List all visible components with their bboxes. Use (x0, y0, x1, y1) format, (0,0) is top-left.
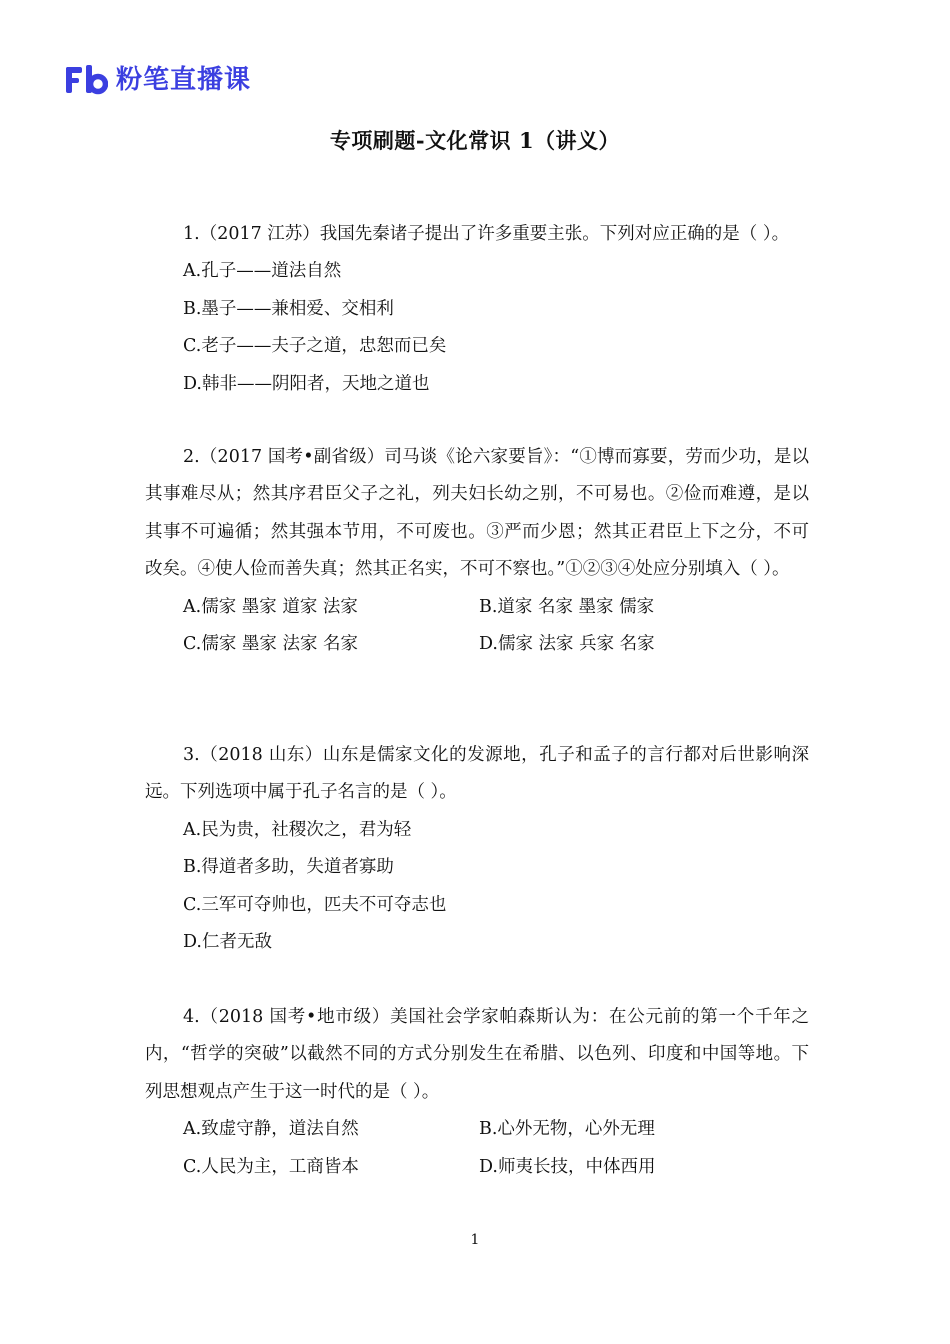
option-d: D.师夷长技，中体西用 (479, 1156, 656, 1177)
option-a: A.致虚守静，道法自然 (183, 1119, 359, 1140)
question-stem: 3.（2018 山东）山东是儒家文化的发源地，孔子和孟子的言行都对后世影响深远。下列选项中属于孔子名言的是（ ）。 (145, 745, 809, 803)
question-stem: 2.（2017 国考•副省级）司马谈《论六家要旨》：“①博而寡要，劳而少功，是以其事难尽从；然其序君臣父子之礼，列夫妇长幼之别，不可易也。②俭而难遵，是以其事不可遍循；然其强本节用，不可废也。③严而少恩；然其正君臣上下之分，不可改矣。④使人俭而善失真；然其正名实，不可不察也。”①②③④处应分别填入（ ）。 (145, 447, 809, 580)
question-2 (145, 439, 809, 663)
page-number: 1 (470, 1232, 480, 1248)
question-4 (145, 999, 809, 1186)
option-c: C.老子——夫子之道，忠恕而已矣 (183, 336, 447, 357)
option-row (145, 626, 809, 663)
option-d: D.儒家 法家 兵家 名家 (479, 634, 655, 655)
option-row (145, 1149, 809, 1186)
question-3 (145, 737, 809, 961)
question-1 (145, 216, 809, 403)
option-a: A.儒家 墨家 道家 法家 (183, 596, 358, 617)
option-d: D.韩非——阴阳者，天地之道也 (183, 373, 430, 394)
option-b: B.道家 名家 墨家 儒家 (479, 596, 655, 617)
fenbi-logo-icon (66, 65, 108, 95)
option-c: C.人民为主，工商皆本 (183, 1156, 359, 1177)
brand-logo (66, 60, 251, 100)
question-stem: 1.（2017 江苏）我国先秦诸子提出了许多重要主张。下列对应正确的是（ ）。 (183, 224, 790, 244)
option-a: A.民为贵，社稷次之，君为轻 (183, 819, 412, 840)
question-stem: 4.（2018 国考•地市级）美国社会学家帕森斯认为：在公元前的第一个千年之内，“哲学的突破”以截然不同的方式分别发生在希腊、以色列、印度和中国等地。下列思想观点产生于这一时代的是（ ）。 (145, 1007, 809, 1102)
option-a: A.孔子——道法自然 (183, 261, 342, 282)
option-d: D.仁者无敌 (183, 931, 272, 952)
option-row (145, 589, 809, 626)
logo-text: 粉笔直播课 (116, 65, 252, 95)
option-b: B.得道者多助，失道者寡助 (183, 857, 394, 878)
option-c: C.三军可夺帅也，匹夫不可夺志也 (183, 894, 447, 915)
page-title: 专项刷题-文化常识 1（讲义） (329, 128, 621, 153)
option-b: B.心外无物，心外无理 (479, 1119, 655, 1140)
option-c: C.儒家 墨家 法家 名家 (183, 634, 359, 655)
option-row (145, 1111, 809, 1148)
option-b: B.墨子——兼相爱、交相利 (183, 298, 394, 319)
